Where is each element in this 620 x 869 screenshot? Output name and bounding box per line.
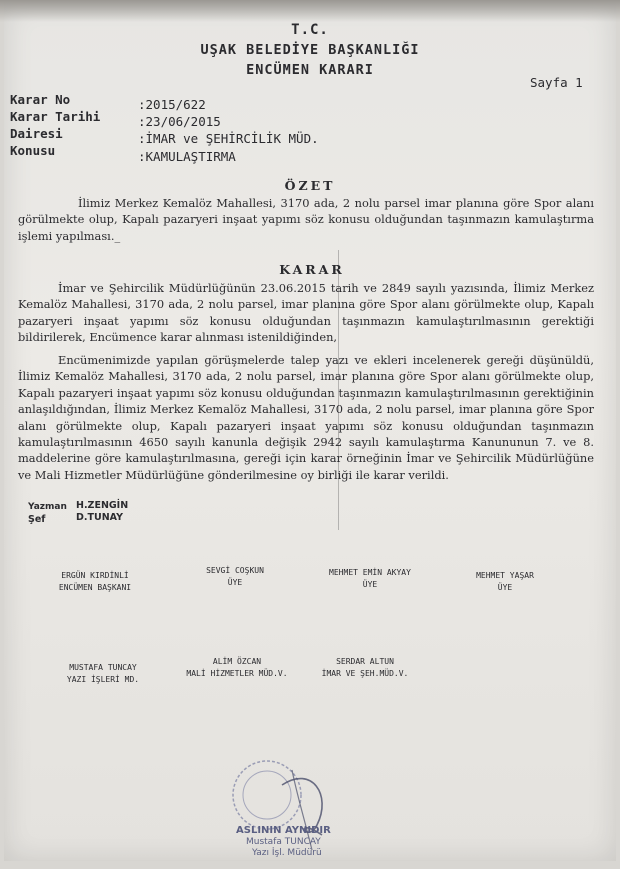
signatory-6	[172, 656, 302, 680]
clerk-role-yazman: Yazman	[28, 502, 67, 512]
meta-value-dairesi: :İMAR ve ŞEHİRCİLİK MÜD.	[138, 131, 319, 146]
signatory-6-name: ALİM ÖZCAN	[212, 657, 262, 666]
signatory-4-title: ÜYE	[497, 583, 513, 592]
signatory-2	[185, 565, 285, 589]
meta-value-karar-no: :2015/622	[138, 97, 206, 112]
clerk-name-sef: D.TUNAY	[76, 512, 123, 523]
signatory-3-name: MEHMET EMİN AKYAY	[329, 568, 411, 577]
header-doc-type: ENCÜMEN KARARI	[246, 62, 374, 78]
signatory-5-title: YAZI İŞLERİ MD.	[66, 675, 140, 684]
signatory-4	[455, 570, 555, 594]
signatory-7-name: SERDAR ALTUN	[336, 657, 394, 666]
stamp-line-1: ASLININ AYNIDIR	[236, 825, 331, 836]
page-number: Sayfa 1	[530, 75, 583, 90]
meta-label-dairesi: Dairesi	[10, 126, 63, 141]
signatory-1	[40, 570, 150, 594]
signatory-1-name: ERGÜN KIRDİNLİ	[61, 571, 129, 580]
signatory-5-name: MUSTAFA TUNCAY	[69, 663, 137, 672]
signatory-2-title: ÜYE	[227, 578, 243, 587]
meta-label-karar-no: Karar No	[10, 92, 71, 107]
signatory-5	[48, 662, 158, 686]
stamp-line-3: Yazı İşl. Müdürü	[252, 848, 322, 858]
meta-label-konusu: Konusu	[10, 143, 56, 158]
clerk-name-yazman: H.ZENGİN	[76, 500, 129, 511]
stamp-line-2: Mustafa TUNCAY	[246, 837, 321, 847]
meta-value-konusu: :KAMULAŞTIRMA	[138, 149, 236, 164]
header-tc: T.C.	[291, 22, 329, 38]
header-institution: UŞAK BELEDİYE BAŞKANLIĞI	[200, 42, 420, 58]
top-shadow	[0, 0, 620, 22]
meta-value-karar-tarihi: :23/06/2015	[138, 114, 221, 129]
signatory-7-title: İMAR VE ŞEH.MÜD.V.	[321, 669, 409, 678]
signatory-3-title: ÜYE	[362, 580, 378, 589]
signatory-7	[305, 656, 425, 680]
karar-paragraph-1: İmar ve Şehircilik Müdürlüğünün 23.06.2015 tarih ve 2849 sayılı yazısında, İlimiz Merkez Kemalöz Mahallesi, 3170 ada, 2 nolu parsel, imar planına göre Spor alanı görülmekte olup, Kapalı pazaryeri inşaat yapımı söz konusu olduğundan taşınmazın kamulaştırılmasının gerektiği bildirilerek, Encümence karar alınması istenildiğinden,	[18, 281, 594, 345]
signatory-2-name: SEVGİ COŞKUN	[206, 566, 264, 575]
signatory-6-title: MALİ HİZMETLER MÜD.V.	[186, 669, 288, 678]
signatory-4-name: MEHMET YAŞAR	[476, 571, 534, 580]
signatory-1-title: ENCÜMEN BAŞKANI	[58, 583, 132, 592]
signatory-3	[310, 567, 430, 591]
meta-label-karar-tarihi: Karar Tarihi	[10, 109, 101, 124]
karar-title: KARAR	[279, 262, 345, 277]
ozet-title: ÖZET	[284, 178, 336, 193]
ozet-text: İlimiz Merkez Kemalöz Mahallesi, 3170 ada, 2 nolu parsel imar planına göre Spor alanı görülmekte olup, Kapalı pazaryeri inşaat yapımı söz konusu olduğundan taşınmazın kamulaştırma işlemi yapılması._	[18, 196, 594, 243]
karar-paragraph-2: Encümenimizde yapılan görüşmelerde talep yazı ve ekleri incelenerek gereği düşünüldü, İlimiz Kemalöz Mahallesi, 3170 ada, 2 nolu parsel, imar planına göre Spor alanı görülmekte olup, Kapalı pazaryeri inşaat yapımı söz konusu olduğundan taşınmazın kamulaştırılmasının gerektiğinin anlaşıldığından, İlimiz Merkez Kemalöz Mahallesi, 3170 ada, 2 nolu parsel, imar planına göre Spor alanı görülmekte olup, Kapalı pazaryeri inşaat yapımı söz konusu olduğundan taşınmazın kamulaştırılmasının 4650 sayılı kanunla değişik 2942 sayılı kamulaştırma Kanununun 7. ve 8. maddelerine göre kamulaştırılmasına, gereği için karar örneğinin İmar ve Şehircilik Müdürlüğüne ve Mali Hizmetler Müdürlüğüne gönderilmesine oy birliği ile karar verildi.	[18, 353, 594, 482]
clerk-role-sef: Şef	[28, 514, 46, 525]
certification-stamp	[222, 755, 342, 865]
